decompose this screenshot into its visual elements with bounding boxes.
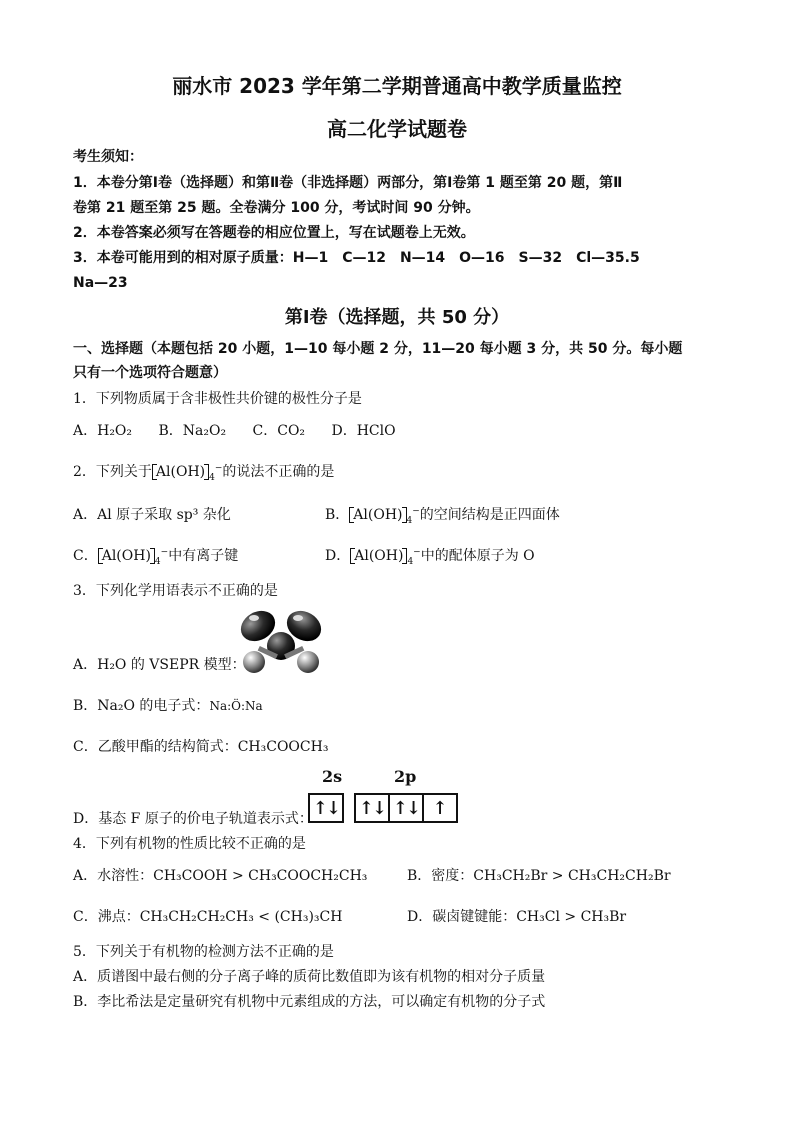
- orbital-diagram: [308, 767, 468, 827]
- ion-formula: Al(OH): [155, 464, 206, 480]
- ion-formula: Al(OH): [101, 548, 151, 564]
- orbital-label-2p: 2p: [394, 767, 417, 786]
- question-2-option-a: A．Al 原子采取 sp³ 杂化: [73, 507, 231, 523]
- option-label: C．: [73, 548, 98, 564]
- question-1-options: [73, 422, 418, 440]
- notice-item-3b: Na—23: [73, 275, 128, 291]
- ion-subscript: 4: [406, 515, 413, 526]
- question-5-stem: 5．下列关于有机物的检测方法不正确的是: [73, 944, 334, 960]
- orbital-box-2p-3: ↑: [422, 793, 458, 823]
- question-3-option-b: [73, 697, 263, 715]
- vsepr-model-image: [232, 604, 330, 676]
- ion-charge: −: [160, 547, 169, 558]
- option-text: 的空间结构是正四面体: [419, 507, 560, 523]
- section-instructions-b: 只有一个选项符合题意）: [73, 365, 227, 381]
- ion-subscript: 4: [407, 556, 414, 567]
- question-3-stem: 3．下列化学用语表示不正确的是: [73, 583, 278, 599]
- electron-formula: Na:Ö:Na: [209, 699, 263, 713]
- complex-ion: [98, 548, 155, 564]
- stem-suffix: 的说法不正确的是: [222, 464, 335, 480]
- complex-ion: [152, 464, 209, 480]
- complex-ion: [349, 507, 406, 523]
- question-4-option-c: C．沸点：CH₃CH₂CH₂CH₃ < (CH₃)₃CH: [73, 909, 343, 925]
- question-3-option-d: D．基态 F 原子的价电子轨道表示式：: [73, 811, 313, 827]
- question-4-option-b: B．密度：CH₃CH₂Br > CH₃CH₂CH₂Br: [407, 868, 671, 884]
- exam-title: 丽水市 2023 学年第二学期普通高中教学质量监控: [172, 74, 622, 98]
- question-2-option-b: [325, 506, 560, 524]
- question-3-option-c: C．乙酸甲酯的结构简式：CH₃COOCH₃: [73, 739, 329, 755]
- question-2-option-c: [73, 547, 238, 565]
- option-c: C．CO₂: [252, 423, 306, 439]
- option-label: B．: [325, 507, 350, 523]
- question-4-option-d: D．碳卤键键能：CH₃Cl > CH₃Br: [407, 909, 627, 925]
- notice-item-1a: 1．本卷分第Ⅰ卷（选择题）和第Ⅱ卷（非选择题）两部分，第Ⅰ卷第 1 题至第 20 题，第Ⅱ: [73, 175, 623, 191]
- ion-subscript: 4: [154, 556, 161, 567]
- question-3-option-a: A．H₂O 的 VSEPR 模型：: [73, 657, 246, 673]
- option-a: A．H₂O₂: [73, 423, 133, 439]
- exam-subtitle: 高二化学试题卷: [327, 117, 467, 141]
- option-label: D．: [325, 548, 351, 564]
- ion-formula: Al(OH): [353, 507, 403, 523]
- notice-item-2: 2．本卷答案必须写在答题卷的相应位置上，写在试题卷上无效。: [73, 225, 475, 241]
- ion-formula: Al(OH): [354, 548, 404, 564]
- option-text: 中有离子键: [168, 548, 239, 564]
- ion-charge: −: [412, 506, 420, 517]
- question-1-stem: 1．下列物质属于含非极性共价键的极性分子是: [73, 391, 362, 407]
- question-4-option-a: A．水溶性：CH₃COOH > CH₃COOCH₂CH₃: [73, 868, 368, 884]
- notice-item-3: 3．本卷可能用到的相对原子质量：H—1 C—12 N—14 O—16 S—32 Cl—35.5: [73, 250, 640, 266]
- question-2-stem: [73, 463, 334, 481]
- orbital-box-2p-1: ↑↓: [354, 793, 390, 823]
- notice-heading: 考生须知：: [73, 149, 143, 165]
- option-d: D．HClO: [331, 423, 396, 439]
- option-text: B．Na₂O 的电子式：: [73, 698, 210, 714]
- complex-ion: [350, 548, 407, 564]
- orbital-box-2p-2: ↑↓: [388, 793, 424, 823]
- option-text: 中的配体原子为 O: [420, 548, 535, 564]
- question-2-option-d: [325, 547, 535, 565]
- ion-charge: −: [413, 547, 421, 558]
- section-title: 第Ⅰ卷（选择题，共 50 分）: [284, 307, 510, 328]
- question-4-stem: 4．下列有机物的性质比较不正确的是: [73, 836, 306, 852]
- section-instructions-a: 一、选择题（本题包括 20 小题，1—10 每小题 2 分，11—20 每小题 3 分，共 50 分。每小题: [73, 341, 683, 357]
- question-5-option-b: B．李比希法是定量研究有机物中元素组成的方法，可以确定有机物的分子式: [73, 994, 546, 1010]
- orbital-label-2s: 2s: [322, 767, 343, 786]
- orbital-box-2s: ↑↓: [308, 793, 344, 823]
- ion-subscript: 4: [209, 472, 215, 483]
- option-b: B．Na₂O₂: [158, 423, 227, 439]
- question-5-option-a: A．质谱图中最右侧的分子离子峰的质荷比数值即为该有机物的相对分子质量: [73, 969, 546, 985]
- stem-prefix: 2．下列关于: [73, 464, 152, 480]
- ion-charge: −: [214, 463, 223, 474]
- notice-item-1b: 卷第 21 题至第 25 题。全卷满分 100 分，考试时间 90 分钟。: [73, 200, 480, 216]
